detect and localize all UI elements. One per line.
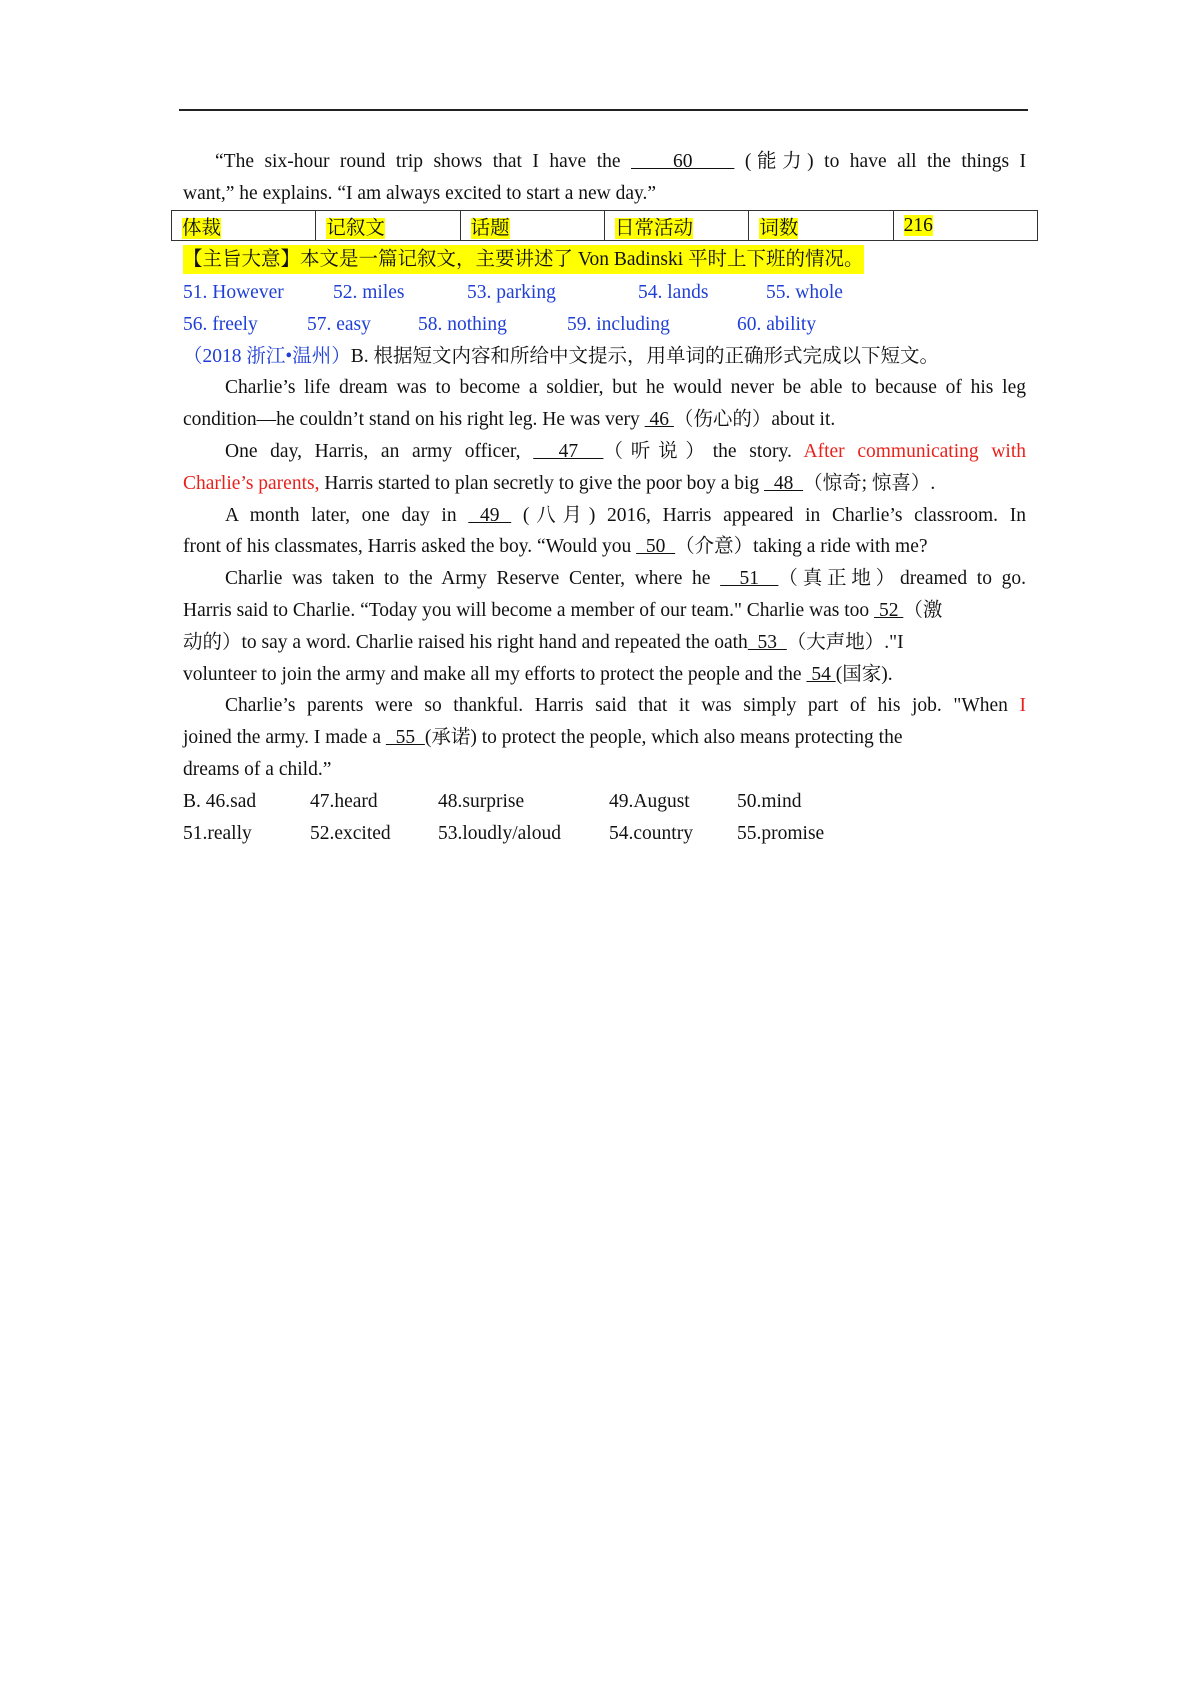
red-text: Charlie’s parents,	[183, 472, 320, 494]
answer-item: 49.August	[609, 790, 690, 812]
topic-value-cell	[604, 211, 748, 241]
text: (国家).	[835, 663, 893, 685]
blank-49: 49	[468, 504, 512, 526]
genre-label-cell	[172, 211, 316, 241]
answer-item: 51. However	[183, 282, 284, 303]
header-rule	[179, 109, 1028, 111]
answer-item: 54.country	[609, 822, 693, 844]
blank-53: 53	[747, 631, 787, 653]
text: (承诺) to protect the people, which also means protecting the	[424, 727, 903, 749]
genre-value-cell	[316, 211, 460, 241]
main-idea-highlight: 【主旨大意】本文是一篇记叙文，主要讲述了 Von Badinski 平时上下班的情况。	[183, 245, 864, 274]
passage-info-table	[171, 210, 1038, 241]
answer-item: 54. lands	[638, 282, 709, 303]
text: joined the army. I made a	[183, 727, 386, 749]
b-answers-row-2	[183, 818, 1026, 850]
topic-label-cell	[460, 211, 604, 241]
text: condition—he couldn’t stand on his right leg. He was very	[183, 409, 645, 431]
text: One day, Harris, an army officer,	[225, 440, 534, 462]
topic-label: 话题	[470, 217, 510, 239]
answer-item: 48.surprise	[438, 790, 525, 812]
p4-line-3	[183, 627, 1026, 659]
text: （伤心的）about it.	[673, 409, 836, 431]
text: Harris started to plan secretly to give the poor boy a big	[319, 472, 765, 494]
text: （介意）taking a ride with me?	[675, 536, 928, 558]
p2-line-2	[183, 468, 1026, 500]
answer-item: 60. ability	[737, 313, 817, 335]
text: （激	[903, 599, 943, 621]
p4-line-2	[183, 595, 1026, 627]
text: Charlie’s parents were so thankful. Harris said that it was simply part of his job. "When	[225, 695, 1020, 717]
text: volunteer to join the army and make all my efforts to protect the people and the	[183, 663, 807, 685]
p5-line-2	[183, 722, 1026, 754]
blank-48: 48	[764, 472, 804, 494]
answer-item: 50.mind	[737, 790, 802, 812]
p3-line-1	[183, 500, 1026, 532]
p2-line-1	[183, 436, 1026, 468]
text: (八月) 2016, Harris appeared in Charlie’s classroom. In	[511, 504, 1026, 526]
answer-item: 58. nothing	[418, 313, 507, 335]
p4-line-1	[183, 563, 1026, 595]
answer-item: 47.heard	[310, 790, 378, 812]
blank-46: 46	[644, 409, 674, 431]
text: Charlie was taken to the Army Reserve Center, where he	[225, 568, 721, 590]
prev-answers-row-1	[183, 277, 1026, 309]
answer-item: B. 46.sad	[183, 790, 257, 812]
prev-passage-line-1	[183, 146, 1026, 178]
answers-and-section-b	[183, 277, 1026, 849]
topic-value: 日常活动	[614, 217, 693, 239]
text: （真正地）dreamed to go.	[778, 568, 1027, 590]
text: （惊奇; 惊喜）.	[803, 472, 936, 494]
blank-50: 50	[636, 536, 676, 558]
p4-line-4	[183, 659, 1026, 691]
blank-51: 51	[720, 568, 779, 590]
document-body	[183, 146, 1026, 210]
text: （听说）the story.	[603, 440, 792, 462]
source-label: （2018 浙江•温州）	[183, 345, 351, 367]
genre-label: 体裁	[182, 217, 222, 239]
blank-54: 54	[806, 663, 836, 685]
text: A month later, one day in	[225, 504, 469, 526]
answer-item: 53. parking	[467, 282, 556, 303]
answer-item: 55.promise	[737, 822, 825, 844]
answer-item: 55. whole	[766, 282, 843, 303]
blank-55: 55	[385, 727, 425, 749]
p1-line-1: Charlie’s life dream was to become a soldier, but he would never be able to because of his leg	[225, 377, 1026, 399]
word-count-label: 词数	[759, 217, 799, 239]
answer-item: 52. miles	[333, 282, 405, 303]
words-value-cell	[893, 211, 1037, 241]
text: (能力) to have all the things I	[744, 151, 1027, 172]
text: （大声地）."I	[786, 631, 904, 653]
p1-line-2	[183, 404, 1026, 436]
words-label-cell	[749, 211, 893, 241]
answer-item: 57. easy	[307, 313, 371, 335]
red-text: After communicating with	[803, 440, 1026, 462]
answer-item: 52.excited	[310, 822, 391, 844]
p5-line-3: dreams of a child.”	[183, 758, 332, 780]
p3-line-2	[183, 531, 1026, 563]
b-answers-row-1	[183, 786, 1026, 818]
answer-item: 51.really	[183, 822, 252, 844]
genre-value: 记叙文	[326, 217, 385, 239]
answer-item: 53.loudly/aloud	[438, 822, 561, 844]
section-instruction: B. 根据短文内容和所给中文提示，用单词的正确形式完成以下短文。	[350, 345, 939, 367]
word-count-value: 216	[903, 214, 933, 236]
blank-60: 60	[631, 151, 735, 172]
blank-52: 52	[874, 599, 904, 621]
prev-answers-row-2	[183, 309, 1026, 341]
red-text: I	[1019, 695, 1026, 717]
section-b-heading	[183, 341, 1026, 373]
text: front of his classmates, Harris asked the boy. “Would you	[183, 536, 637, 558]
blank-47: 47	[533, 440, 604, 462]
p5-line-1	[183, 690, 1026, 722]
answer-item: 59. including	[567, 313, 670, 335]
text: “The six-hour round trip shows that I have the	[215, 151, 621, 172]
text: 动的）to say a word. Charlie raised his right hand and repeated the oath	[183, 631, 748, 653]
prev-passage-line-2: want,” he explains. “I am always excited to start a new day.”	[183, 182, 657, 204]
answer-item: 56. freely	[183, 313, 258, 335]
text: Harris said to Charlie. “Today you will become a member of our team." Charlie was too	[183, 599, 875, 621]
